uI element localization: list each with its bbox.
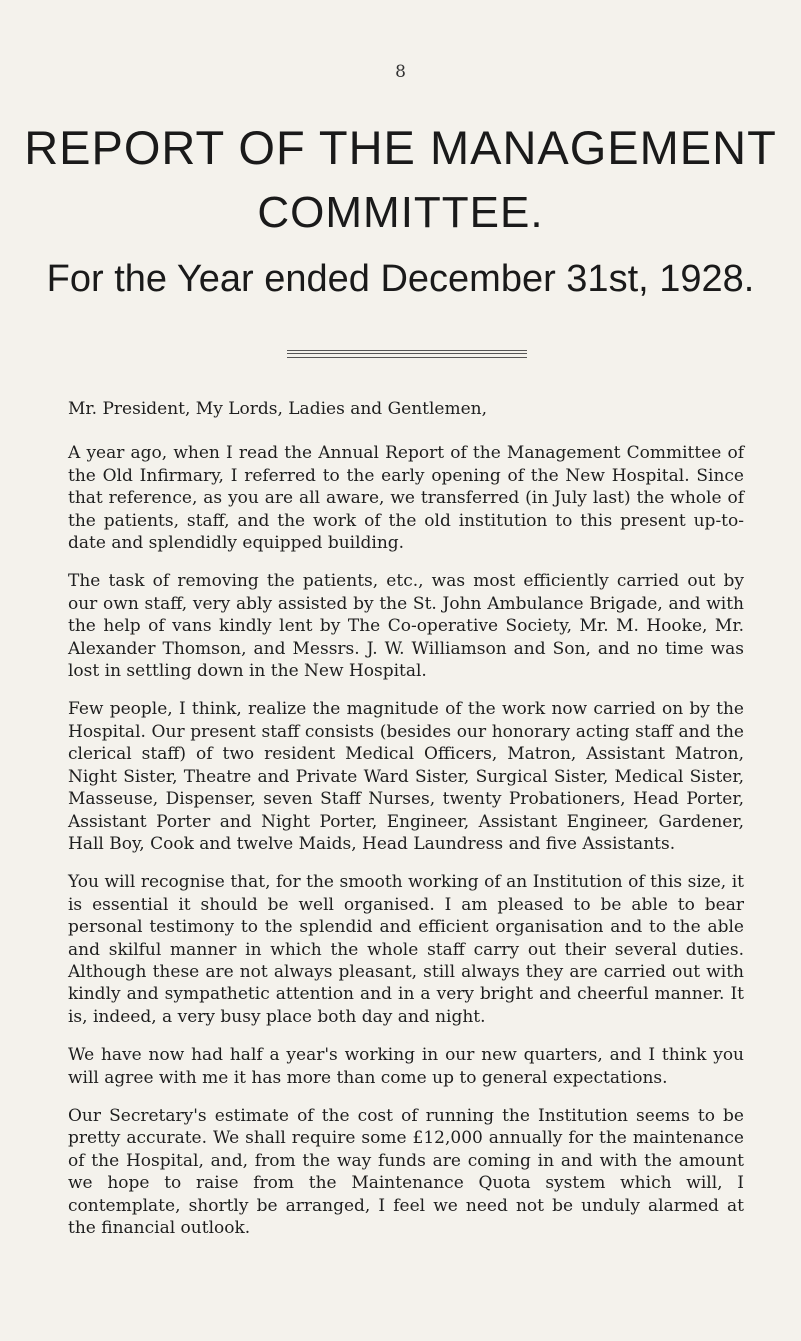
paragraph-3: Few people, I think, realize the magnitude of the work now carried on by the Hospital. Our present staff consists (besides our honorary acting staff and the clerical staff) of two resident Medical Officers, Matron, Assistant Matron, Night Sister, Theatre and Private Ward Sister, Surgical Sister, Medical Sister, Masseuse, Dispenser, seven Staff Nurses, twenty Probationers, Head Porter, Assistant Porter and Night Porter, Engineer, Assistant Engineer, Gardener, Hall Boy, Cook and twelve Maids, Head Laundress and five Assistants. <box>68 699 744 854</box>
report-title-line-1: REPORT OF THE MANAGEMENT <box>24 121 777 174</box>
paragraph-1: A year ago, when I read the Annual Report of the Management Committee of the Old Infirmary, I referred to the early opening of the New Hospital. Since that reference, as you are all aware, we transferred (in July last) the whole of the patients, staff, and the work of the old institution to this present up-to-date and splendidly equipped building. <box>68 443 744 554</box>
paragraph-2: The task of removing the patients, etc., was most efficiently carried out by our own staff, very ably assisted by the St. John Ambulance Brigade, and with the help of vans kindly lent by The Co-operative Society, Mr. M. Hooke, Mr. Alexander Thomson, and Messrs. J. W. Williamson and Son, and no time was lost in settling down in the New Hospital. <box>68 571 744 682</box>
letter-body <box>68 398 744 1255</box>
decorative-divider <box>287 350 527 358</box>
paragraph-6: Our Secretary's estimate of the cost of running the Institution seems to be pretty accurate. We shall require some £12,000 annually for the maintenance of the Hospital, and, from the way funds are coming in and with the amount we hope to raise from the Maintenance Quota system which will, I contemplate, shortly be arranged, I feel we need not be unduly alarmed at the financial outlook. <box>68 1105 744 1238</box>
salutation: Mr. President, My Lords, Ladies and Gentlemen, <box>68 399 488 419</box>
report-subtitle: For the Year ended December 31st, 1928. <box>46 258 755 300</box>
paragraph-5: We have now had half a year's working in our new quarters, and I think you will agree with me it has more than come up to general expectations. <box>68 1045 744 1088</box>
paragraph-4: You will recognise that, for the smooth working of an Institution of this size, it is essential it should be well organised. I am pleased to be able to bear personal testimony to the splendid and efficient organisation and to the able and skilful manner in which the whole staff carry out their several duties. Although these are not always pleasant, still always they are carried out with kindly and sympathetic attention and in a very bright and cheerful manner. It is, indeed, a very busy place both day and night. <box>68 872 744 1027</box>
report-title-line-2: COMMITTEE. <box>257 188 544 237</box>
page-number: 8 <box>395 62 406 82</box>
